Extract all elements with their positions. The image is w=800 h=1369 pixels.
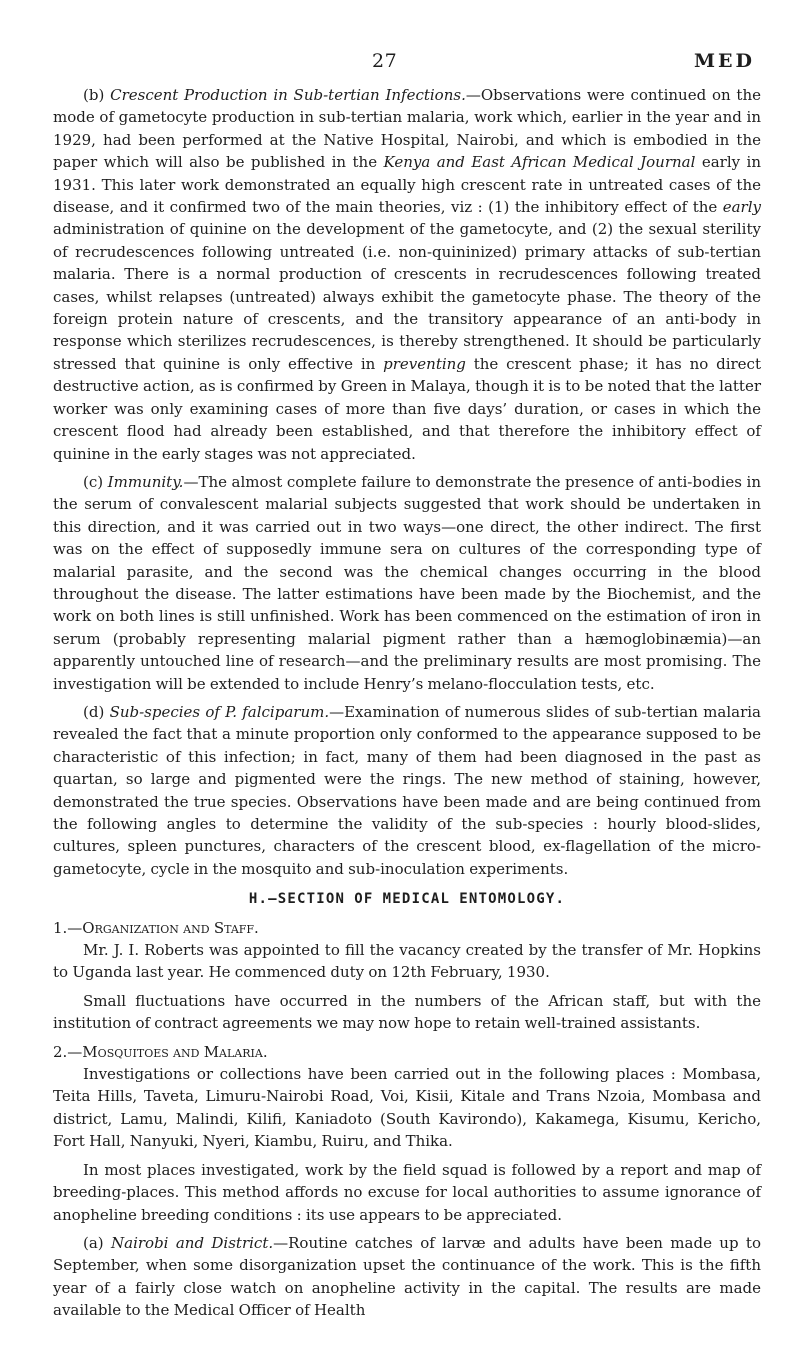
page-body	[53, 84, 761, 1328]
staff-paragraph: Mr. J. I. Roberts was appointed to fill the vacancy created by the transfer of Mr. Hopkins to Uganda last year. He commenced duty on 12th February, 1930.	[53, 941, 761, 982]
paragraph-c	[53, 471, 761, 695]
field-squad-paragraph: In most places investigated, work by the field squad is followed by a report and map of breeding-places. This method affords no excuse for local authorities to assume ignorance of anopheline breeding conditions : its use appears to be appreciated.	[53, 1160, 761, 1224]
paragraph-b	[53, 84, 761, 465]
journal-title: Kenya and East African Medical Journal	[383, 153, 696, 172]
paragraph-b-title: Crescent Production in Sub-tertian Infections.	[110, 86, 466, 104]
page-number: 27	[372, 50, 398, 72]
paragraph-a-text: —Routine catches of larvæ and adults have been made up to September, when some disorganization upset the continuance of the work. This is the fifth year of a fairly close watch on anopheline activity in the capital. The results are made available to the Medical Officer of Health	[53, 1233, 761, 1320]
paragraph-c-label: (c)	[83, 472, 104, 491]
paragraph-b-label: (b)	[83, 86, 105, 104]
subsection-heading-mosquitoes: 2.—Mosquitoes and Malaria.	[53, 1042, 268, 1061]
staff-paragraph: Small fluctuations have occurred in the numbers of the African staff, but with the institution of contract agreements we may now hope to retain well-trained assistants.	[53, 991, 761, 1033]
paragraph-b-text: —Observations were continued on the mode of gametocyte production in sub-tertian malaria, work which, earlier in the year and in 1929, had been performed at the Native Hospital, Nairobi, and which is embodied in the paper which will also be published in the	[53, 86, 761, 172]
emphasis-preventing: preventing	[383, 354, 466, 373]
paragraph-d-text: —Examination of numerous slides of sub-tertian malaria revealed the fact that a minute proportion only conformed to the appearance supposed to be characteristic of this infection; in fact, many of them had been diagnosed in the past as quartan, so large and pigmented were the rings. The new method of staining, however, demonstrated the true species. Observations have been made and are being continued from the following angles to determine the validity of the sub-species : hourly blood-slides, cultures, spleen punctures, characters of the crescent blood, ex-flagellation of the micro-gametocyte, cycle in the mosquito and sub-inoculation experiments.	[53, 702, 761, 878]
paragraph-a	[53, 1232, 761, 1322]
places-paragraph: Investigations or collections have been carried out in the following places : Mombasa, Teita Hills, Taveta, Limuru-Nairobi Road, Voi, Kisii, Kitale and Trans Nzoia, Mombasa and district, Lamu, Malindi, Kilifi, Kaniadoto (South Kavirondo), Kakamega, Kisumu, Kericho, Fort Hall, Nanyuki, Nyeri, Kiambu, Ruiru, and Thika.	[53, 1065, 761, 1151]
paragraph-d	[53, 701, 761, 880]
paragraph-b-text: administration of quinine on the development of the gametocyte, and (2) the sexual sterility of recrudescences following untreated (i.e. non-quininized) primary attacks of sub-tertian malaria. There is a normal production of crescents in recrudescences following treated cases, whilst relapses (untreated) always exhibit the gametocyte phase. The theory of the foreign protein nature of crescents, and the transitory appearance of an anti-body in response which sterilizes recrudescences, is thereby strengthened. It should be particularly stressed that quinine is only effective in	[53, 220, 761, 373]
paragraph-b-text: the crescent phase; it has no direct destructive action, as is confirmed by Green in Malaya, though it is to be noted that the latter worker was only examining cases of more than five days’ duration, or cases in which the crescent flood had already been established, and that therefore the inhibitory effect of quinine in the early stages was not appreciated.	[53, 354, 761, 463]
section-heading: H.—SECTION OF MEDICAL ENTOMOLOGY.	[248, 891, 566, 908]
paragraph-b-text: early in 1931. This later work demonstrated an equally high crescent rate in untreated cases of the disease, and it confirmed two of the main theories, viz : (1) the inhibitory effect of the	[53, 153, 761, 217]
subsection-heading-organization: 1.—Organization and Staff.	[53, 918, 259, 937]
running-title: MED	[694, 50, 755, 72]
paragraph-c-title: Immunity.	[107, 472, 184, 491]
page-header	[0, 50, 800, 76]
paragraph-c-text: —The almost complete failure to demonstrate the presence of anti-bodies in the serum of convalescent malarial subjects suggested that work should be undertaken in this direction, and it was carried out in two ways—one direct, the other indirect. The first was on the effect of supposedly immune sera on cultures of the corresponding type of malarial parasite, and the second was the chemical changes occurring in the blood throughout the disease. The latter estimations have been made by the Biochemist, and the work on both lines is still unfinished. Work has been commenced on the estimation of iron in serum (probably representing malarial pigment rather than a hæmoglobinæmia)—an apparently untouched line of research—and the preliminary results are most promising. The investigation will be extended to include Henry’s melano-flocculation tests, etc.	[53, 472, 761, 693]
paragraph-d-title: Sub-species of P. falciparum.	[109, 702, 330, 721]
paragraph-d-label: (d)	[83, 702, 105, 721]
paragraph-a-label: (a)	[83, 1233, 104, 1252]
paragraph-a-title: Nairobi and District.	[111, 1233, 274, 1252]
emphasis-early: early	[722, 198, 761, 217]
